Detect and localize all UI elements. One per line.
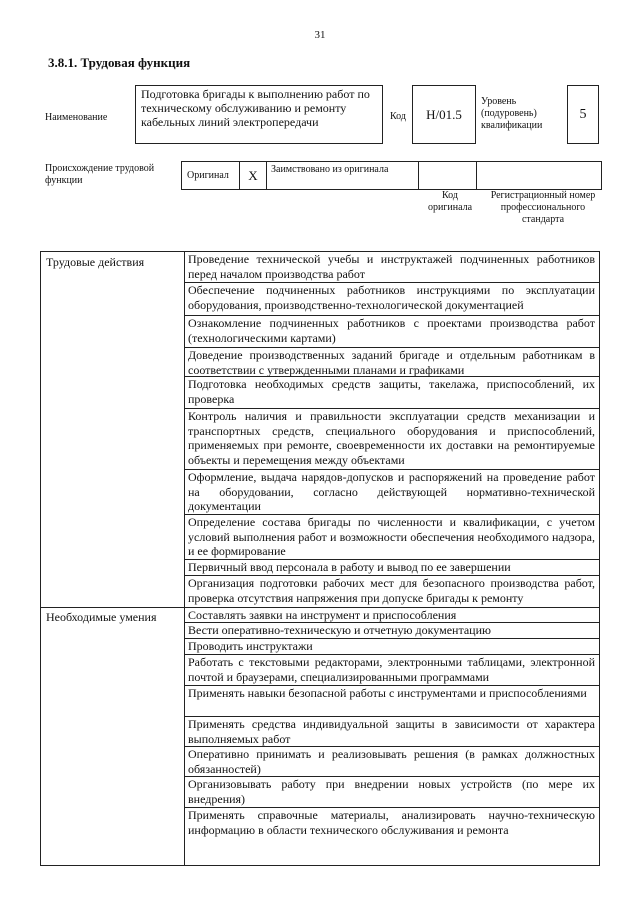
labor-action-row: Контроль наличия и правильности эксплуатации средств механизации и транспортных средств, специального оборудования и приспособлений, применяемых при ремонте, своевременности их доставки на ремонтируемые объекты и перемещения между объектами — [184, 409, 599, 470]
level-value: 5 — [567, 85, 599, 144]
labor-action-row: Обеспечение подчиненных работников инструкциями по эксплуатации оборудования, производственно-технологической документацией — [184, 283, 599, 316]
borrowed-label: Заимствовано из оригинала — [267, 162, 419, 189]
code-value: H/01.5 — [412, 85, 476, 144]
skill-row: Работать с текстовыми редакторами, электронными таблицами, электронной почтой и браузерами, специализированными программами — [184, 655, 599, 686]
name-label: Наименование — [45, 112, 108, 123]
code-label: Код — [390, 111, 406, 122]
skill-row: Применять справочные материалы, анализировать научно-техническую информацию в области технического обслуживания и ремонта — [188, 808, 595, 837]
section-title: 3.8.1. Трудовая функция — [48, 55, 191, 70]
skill-row: Оперативно принимать и реализовывать решения (в рамках должностных обязанностей) — [184, 747, 599, 777]
skill-row: Проводить инструктажи — [184, 639, 599, 655]
original-mark: X — [240, 162, 267, 189]
labor-action-row: Ознакомление подчиненных работников с проектами производства работ (технологическими картами) — [184, 316, 599, 348]
skill-row: Организовывать работу при внедрении новых устройств (по мере их внедрения) — [184, 777, 599, 808]
function-name: Подготовка бригады к выполнению работ по техническому обслуживанию и ремонту кабельных линий электропередачи — [135, 85, 383, 144]
original-label: Оригинал — [182, 162, 240, 189]
code-original-caption: Код оригинала — [427, 190, 473, 213]
labor-action-row: Подготовка необходимых средств защиты, такелажа, приспособлений, их проверка — [184, 377, 599, 409]
origin-table — [181, 161, 602, 190]
requirements-table — [40, 251, 600, 866]
skill-row: Применять навыки безопасной работы с инструментами и приспособлениями — [184, 686, 599, 717]
skill-row: Составлять заявки на инструмент и приспособления — [184, 608, 599, 623]
labor-action-row: Оформление, выдача нарядов-допусков и распоряжений на проведение работ на оборудовании, согласно действующей нормативно-технической документации — [184, 470, 599, 515]
code-original-cell — [419, 162, 477, 189]
reg-number-caption: Регистрационный номер профессионального стандарта — [490, 190, 596, 225]
labor-action-row: Первичный ввод персонала в работу и вывод по ее завершении — [184, 560, 599, 576]
labor-action-row: Проведение технической учебы и инструктажей подчиненных работников перед началом производства работ — [184, 252, 599, 283]
origin-label: Происхождение трудовой функции — [45, 163, 155, 186]
labor-action-row: Доведение производственных заданий бригаде и отдельным работникам в соответствии с утвержденными планами и графиками — [184, 348, 599, 377]
skill-row: Применять средства индивидуальной защиты в зависимости от характера выполняемых работ — [184, 717, 599, 747]
skill-row: Вести оперативно-техническую и отчетную документацию — [184, 623, 599, 639]
page-number: 31 — [314, 29, 326, 41]
level-label: Уровень (подуровень) квалификации — [481, 96, 543, 131]
skills-label: Необходимые умения — [46, 610, 157, 624]
labor-actions-label: Трудовые действия — [46, 255, 145, 269]
reg-number-cell — [477, 162, 601, 189]
labor-action-row: Определение состава бригады по численности и квалификации, с учетом условий выполнения работ и возможности обеспечения необходимого надзора, и ее формирование — [184, 515, 599, 560]
labor-action-row: Организация подготовки рабочих мест для безопасного производства работ, проверка отсутствия напряжения при допуске бригады к ремонту — [188, 576, 595, 605]
